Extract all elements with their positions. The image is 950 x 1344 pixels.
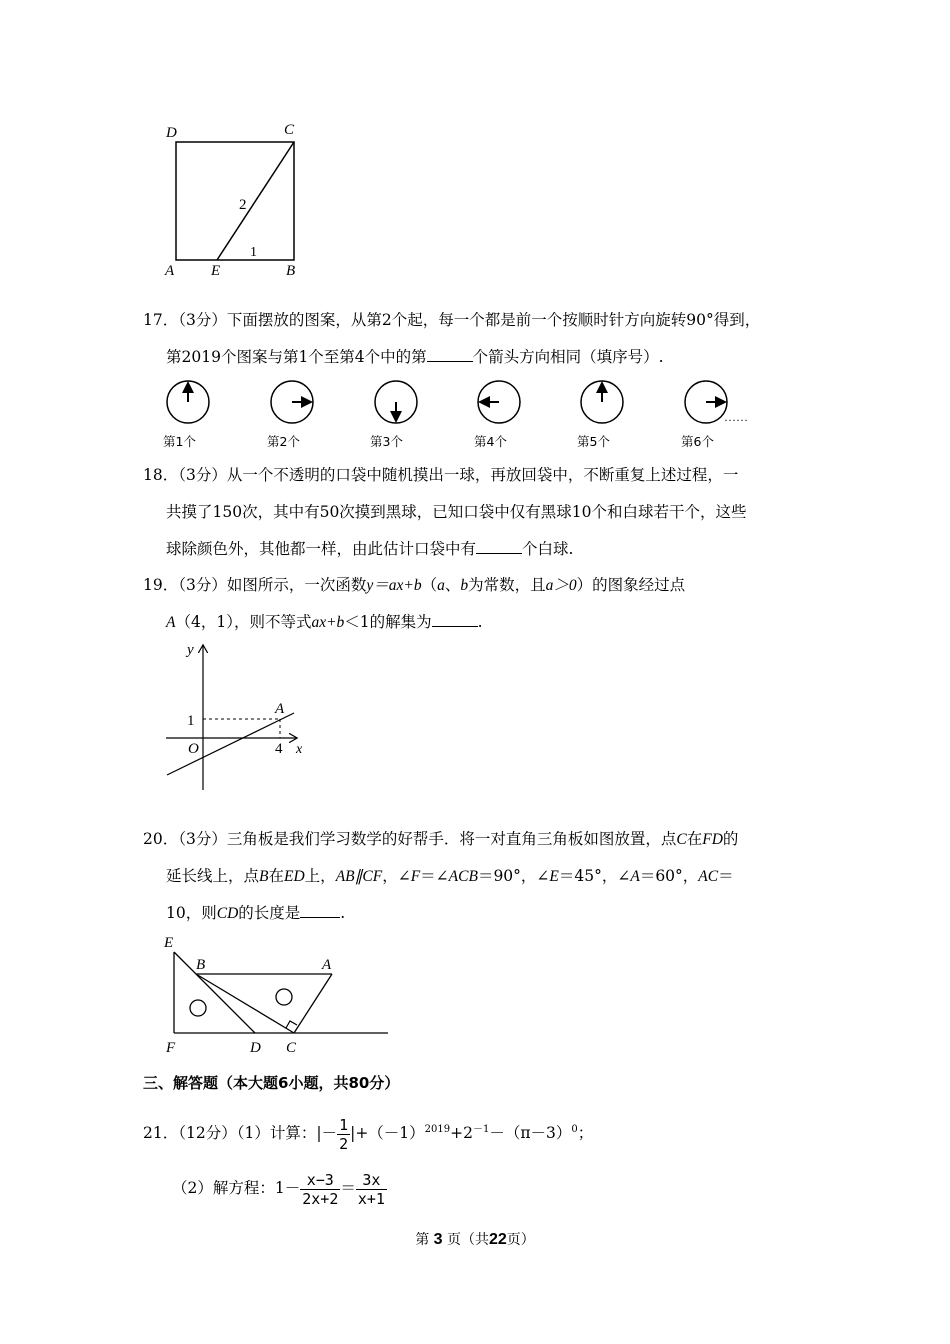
q20-ACB: ACB (448, 868, 478, 885)
fraction-numerator: 3x (356, 1171, 387, 1190)
label-B: B (196, 957, 206, 973)
q20-text1a: 三角板是我们学习数学的好帮手．将一对直角三角板如图放置，点 (226, 830, 677, 848)
q20-CD: CD (216, 905, 239, 922)
q20-text3a: 10，则 (166, 904, 217, 922)
q19-ineq: ax+b (311, 614, 345, 631)
q20-AC: AC (698, 868, 719, 885)
q20-score: （3分） (178, 830, 227, 848)
q20-text1b: 在 (686, 830, 703, 848)
fraction-left (300, 1171, 340, 1208)
fraction-numerator: 1 (339, 1115, 349, 1134)
caption-6: 第6个 (681, 434, 714, 449)
q20-text2e: ＝∠ (420, 867, 449, 885)
q19-a: a (437, 577, 445, 594)
q20-ED: ED (284, 868, 305, 885)
caption-2: 第2个 (267, 434, 300, 449)
q21-part1e: ； (577, 1124, 594, 1143)
label-B: B (286, 263, 296, 279)
q21-part1c: +2 (450, 1124, 473, 1143)
label-E: E (211, 263, 221, 279)
label-y: y (187, 642, 194, 658)
q18-number: 18． (143, 466, 179, 484)
q20-text1c: 的 (722, 830, 739, 848)
q20-line3 (166, 903, 345, 924)
circle-2 (271, 381, 313, 423)
ellipsis: …… (724, 410, 748, 424)
caption-1: 第1个 (163, 434, 196, 449)
label-A: A (275, 701, 285, 717)
q21-number: 21． (143, 1124, 179, 1143)
label-E: E (164, 935, 174, 951)
q21-part1-text: （1）计算：|－ (236, 1124, 338, 1143)
q17-line1 (143, 310, 760, 330)
q20-FD: FD (702, 831, 723, 848)
q19-func: y＝ax+b (366, 577, 422, 594)
q20-E: E (549, 868, 559, 885)
figure-triangle-boards (160, 930, 400, 1060)
q19-pointA: A (166, 614, 176, 631)
label-D: D (166, 125, 177, 141)
q18-answer-blank[interactable] (476, 539, 522, 554)
fraction-denominator: 2 (339, 1134, 349, 1153)
page-number: 3 (433, 1231, 443, 1248)
q20-F: F (410, 868, 421, 885)
caption-4: 第4个 (474, 434, 507, 449)
label-A: A (322, 957, 332, 973)
q17-answer-blank[interactable] (427, 347, 473, 362)
q17-score: （3分） (178, 311, 227, 329)
angle-1: 1 (250, 245, 257, 260)
page-total: 22 (489, 1231, 507, 1248)
q21-score: （12分） (178, 1124, 237, 1143)
q19-line2 (166, 612, 483, 633)
figure-square (160, 118, 310, 283)
q18-line1 (143, 465, 738, 485)
q19-score: （3分） (178, 576, 227, 594)
exponent-minus-one: －1 (472, 1124, 490, 1135)
q18-text3b: 个白球. (522, 540, 574, 558)
q20-text2d: ，∠ (382, 867, 411, 885)
q20-line1 (143, 829, 738, 850)
q20-text2a: 延长线上，点 (166, 867, 260, 885)
label-C: C (286, 1040, 297, 1056)
page-footer (0, 1229, 950, 1249)
q21-part2 (172, 1170, 387, 1208)
figure-arrow-circles (158, 376, 758, 451)
label-F: F (166, 1040, 176, 1056)
q18-text2: 共摸了150次，其中有50次摸到黑球，已知口袋中仅有黑球10个和白球若干个，这些 (166, 503, 747, 521)
q20-A: A (630, 868, 640, 885)
q21-part1b: |+（－1） (350, 1124, 425, 1143)
circle-6 (685, 381, 727, 423)
fraction-numerator: x−3 (300, 1171, 340, 1190)
footer-pre: 第 (415, 1232, 430, 1248)
fraction-right (356, 1171, 387, 1208)
q19-answer-blank[interactable] (432, 612, 478, 627)
q19-text1d: ）的图象经过点 (576, 576, 686, 594)
q19-line1 (143, 575, 685, 596)
circle-1 (167, 381, 209, 423)
q18-score: （3分） (178, 466, 227, 484)
angle-2: 2 (239, 197, 247, 213)
q20-ABCF: AB∥CF (335, 868, 383, 885)
q18-line2 (166, 502, 747, 522)
footer-mid: 页（共 (447, 1232, 489, 1248)
equals-sign: ＝ (340, 1179, 356, 1197)
q20-text2c: 上， (304, 867, 336, 885)
label-O: O (188, 741, 199, 757)
q20-number: 20． (143, 830, 179, 848)
q20-text2h: ＝60°， (639, 867, 699, 885)
section-heading: 三、解答题（本大题6小题，共80分） (143, 1074, 400, 1092)
q19-text1a: 如图所示，一次函数 (226, 576, 367, 594)
circle-5 (581, 381, 623, 423)
q19-b: b (460, 577, 469, 594)
q19-cond: a＞0 (545, 577, 577, 594)
q17-text2a: 第2019个图案与第1个至第4个中的第 (166, 348, 427, 366)
q20-text2f: ＝90°，∠ (477, 867, 550, 885)
q21-part1d: －（π－3） (489, 1124, 572, 1143)
q18-text3a: 球除颜色外，其他都一样，由此估计口袋中有 (166, 540, 477, 558)
circle-3 (375, 381, 417, 423)
q17-line2 (166, 347, 664, 367)
footer-post: 页） (506, 1232, 535, 1248)
q20-B: B (259, 868, 269, 885)
q19-number: 19． (143, 576, 179, 594)
circle-4 (478, 381, 520, 423)
q20-text3b: 的长度是 (238, 904, 301, 922)
fraction-denominator: x+1 (357, 1189, 385, 1208)
q20-text2i: ＝ (718, 867, 734, 885)
q21-part1 (143, 1112, 593, 1153)
q20-answer-blank[interactable] (300, 903, 340, 918)
q20-text2b: 在 (268, 867, 284, 885)
exponent-2019: 2019 (424, 1124, 451, 1135)
figure-linear-graph (160, 638, 320, 798)
exponent-zero: 0 (571, 1124, 578, 1135)
q19-text2c: . (477, 613, 483, 631)
q17-number: 17． (143, 311, 179, 329)
label-D: D (250, 1040, 261, 1056)
q19-text1c: 为常数，且 (468, 576, 546, 594)
label-1: 1 (187, 713, 195, 729)
q19-text1b: （ (421, 576, 438, 594)
caption-3: 第3个 (370, 434, 403, 449)
label-A: A (165, 263, 175, 279)
q17-text2b: 个箭头方向相同（填序号）. (472, 348, 664, 366)
q20-C: C (676, 831, 687, 848)
q19-text2b: ＜1的解集为 (344, 613, 432, 631)
q19-sep: 、 (444, 576, 461, 594)
q18-text1: 从一个不透明的口袋中随机摸出一球，再放回袋中，不断重复上述过程，一 (226, 466, 739, 484)
q17-text1: 下面摆放的图案，从第2个起，每一个都是前一个按顺时针方向旋转90°得到， (226, 311, 761, 329)
q20-text3c: . (340, 904, 346, 922)
q21-part2-text: （2）解方程：1－ (172, 1179, 301, 1197)
q20-line2 (166, 866, 734, 887)
label-C: C (284, 122, 295, 138)
fraction-one-half (337, 1116, 350, 1153)
label-4: 4 (275, 741, 283, 757)
label-x: x (296, 742, 303, 757)
fraction-denominator: 2x+2 (302, 1189, 339, 1208)
caption-5: 第5个 (577, 434, 610, 449)
q20-text2g: ＝45°，∠ (558, 867, 631, 885)
q18-line3 (166, 539, 573, 559)
q19-text2a: （4，1），则不等式 (175, 613, 312, 631)
